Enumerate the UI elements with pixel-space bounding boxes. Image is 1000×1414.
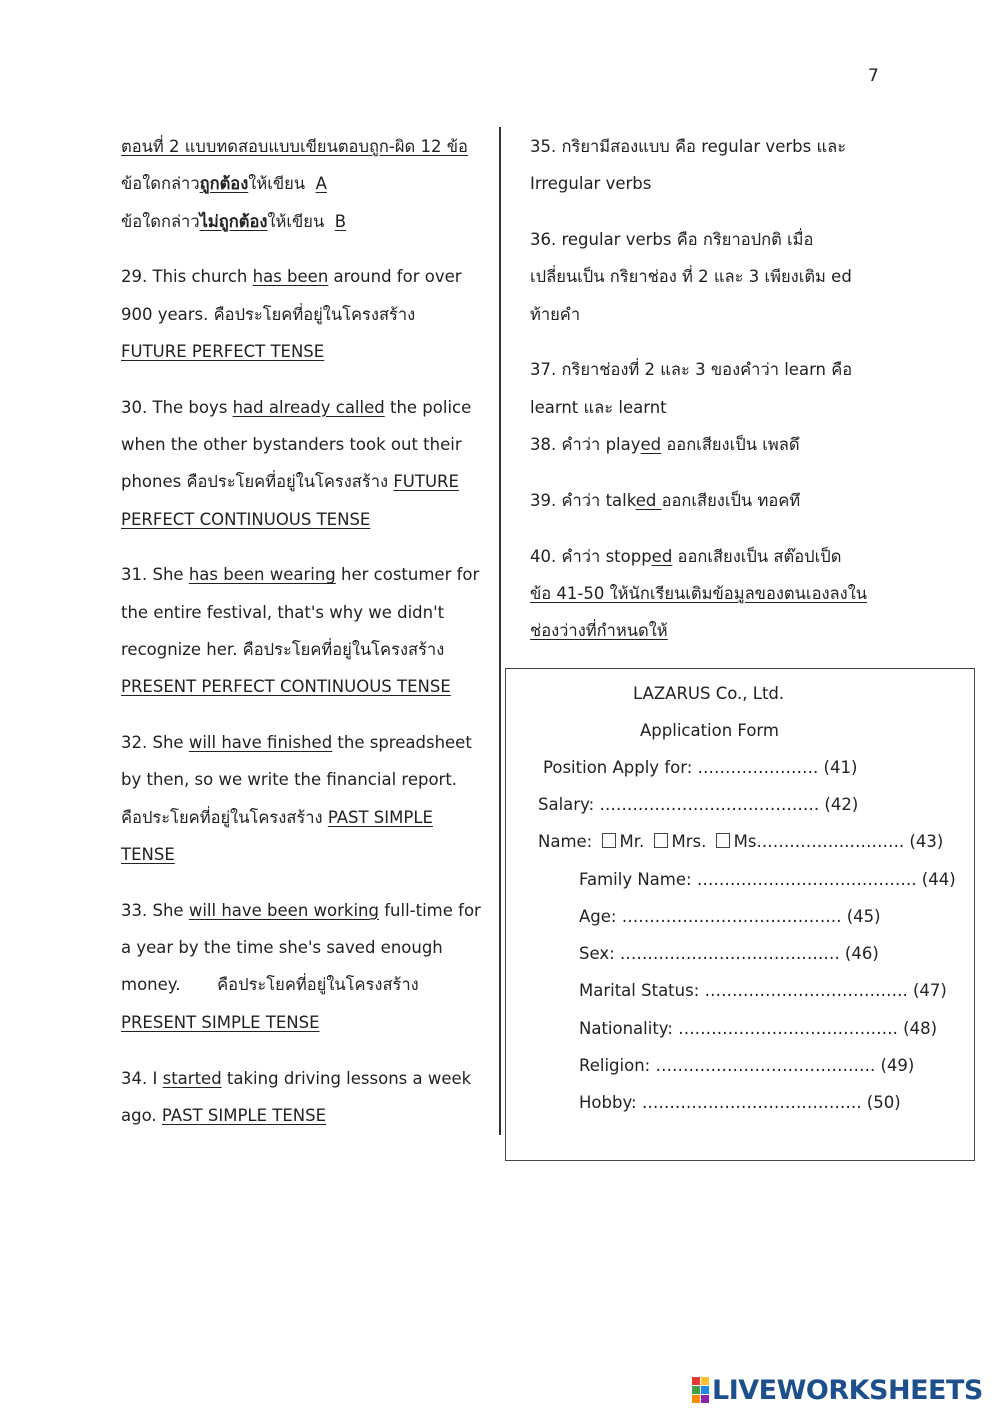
field-salary[interactable]: Salary: …………………………………. (42) [538,795,859,814]
column-divider [499,127,501,1135]
field-position[interactable]: Position Apply for: …………………. (41) [543,758,858,777]
rule-a: ข้อใดกล่าวถูกต้องให้เขียน A [121,174,327,194]
logo-text: LIVEWORKSHEETS [712,1374,983,1406]
answer-30: PERFECT CONTINUOUS TENSE [121,509,371,529]
question-37: 37. กริยาช่องที่ 2 และ 3 ของคำว่า learn คือ learnt และ learnt [530,360,853,417]
field-hobby[interactable]: Hobby: …………………………………. (50) [579,1093,901,1112]
question-29: 29. This church has been around for over 900 years. คือประโยคที่อยู่ในโครงสร้าง FUTURE PERFECT TENSE [121,258,491,370]
question-32: 32. She will have finished the spreadsheet by then, so we write the financial report. คือประโยคที่อยู่ในโครงสร้าง PAST SIMPLE TENSE [121,724,491,873]
field-sex[interactable]: Sex: …………………………………. (46) [579,944,879,963]
question-40: 40. คำว่า stopped ออกเสียงเป็น สต๊อปเป็ด [530,546,842,566]
field-marital-status[interactable]: Marital Status: ………………………………. (47) [579,981,947,1000]
answer-33: PRESENT SIMPLE TENSE [121,1012,320,1032]
question-39: 39. คำว่า talked ออกเสียงเป็น ทอคทึ [530,490,801,510]
field-religion[interactable]: Religion: …………………………………. (49) [579,1056,915,1075]
question-31: 31. She has been wearing her costumer for the entire festival, that's why we didn't recognize her. คือประโยคที่อยู่ในโครงสร้าง PRESENT PERFECT CONTINUOUS TENSE [121,556,491,705]
right-column [530,128,950,650]
answer-34: ago. PAST SIMPLE TENSE [121,1105,327,1125]
liveworksheets-logo [692,1372,983,1408]
instruction-41-50: ข้อ 41-50 ให้นักเรียนเติมข้อมูลของตนเองลงใน [530,583,868,603]
instruction-41-50-cont: ช่องว่างที่กำหนดให้ [530,621,668,641]
application-form [505,668,975,1161]
question-33: 33. She will have been working full-time for a year by the time she's saved enough money. คือประโยคที่อยู่ในโครงสร้าง PRESENT SIMPLE TENSE [121,892,491,1041]
checkbox-mr[interactable] [602,833,616,848]
form-title: Application Form [640,721,780,740]
answer-29: FUTURE PERFECT TENSE [121,341,325,361]
answer-32: TENSE [121,845,175,865]
left-column [121,128,491,1134]
field-family-name[interactable]: Family Name: …………………………………. (44) [579,870,956,889]
field-age[interactable]: Age: …………………………………. (45) [579,907,881,926]
field-nationality[interactable]: Nationality: …………………………………. (48) [579,1019,938,1038]
logo-mark-icon [692,1377,709,1403]
checkbox-mrs[interactable] [654,833,668,848]
question-35: 35. กริยามีสองแบบ คือ regular verbs และ Irregular verbs [530,137,847,194]
answer-31: PRESENT PERFECT CONTINUOUS TENSE [121,677,451,697]
checkbox-ms[interactable] [716,833,730,848]
page-number: 7 [868,66,879,86]
question-34: 34. I started taking driving lessons a week ago. PAST SIMPLE TENSE [121,1060,491,1135]
section-header: ตอนที่ 2 แบบทดสอบแบบเขียนตอบถูก-ผิด 12 ข้อ [121,137,468,156]
question-36: 36. regular verbs คือ กริยาอปกติ เมื่อ เปลี่ยนเป็น กริยาช่อง ที่ 2 และ 3 เพียงเติม ed ท้ายคำ [530,230,852,324]
field-name[interactable]: Name: Mr. Mrs. Ms.…………….………. (43) [538,832,944,851]
question-38: 38. คำว่า played ออกเสียงเป็น เพลดึ [530,435,800,455]
question-30: 30. The boys had already called the police when the other bystanders took out their phones คือประโยคที่อยู่ในโครงสร้าง FUTURE PERFECT CONTINUOUS TENSE [121,389,491,538]
form-company: LAZARUS Co., Ltd. [633,684,785,703]
rule-b: ข้อใดกล่าวไม่ถูกต้องให้เขียน B [121,211,347,231]
